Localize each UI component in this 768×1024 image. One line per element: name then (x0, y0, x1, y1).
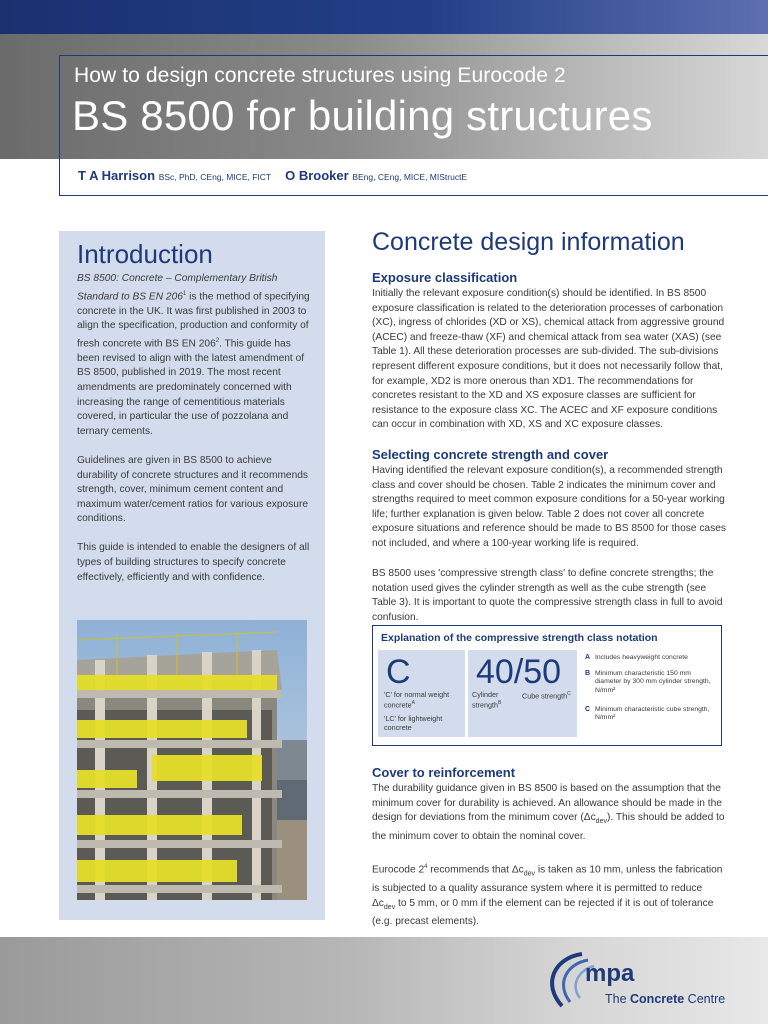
top-band (0, 0, 768, 34)
section-heading: Concrete design information (372, 228, 685, 256)
logo-tagline: The Concrete Centre (605, 992, 726, 1006)
author-1-name: T A Harrison (78, 168, 156, 183)
strength-text-1: Having identified the relevant exposure condition(s), a recommended strength class and cover should be chosen. Table 2 indicates the minimum cover and strengths required to meet common exposure conditions for a 50-year working life; further explanation is given below. Table 2 does not cover all concrete exposure situations and reference should be made to BS 8500 for those cases not included, and where a 100-year working life is required. (372, 465, 726, 549)
legend-item-c: C Minimum characteristic cube strength, N/mm² (585, 706, 710, 722)
cover-text-2: Eurocode $2^4$ recommends that $\Delta c_{dev}$ is taken as 10 mm, unless the fabrication is subjected to a quality assurance system where it is permitted to reduce $\Delta c_{dev}$ to 5 mm, or 0 mm if the element can be rejected if it is out of tolerance (e.g. precast elements). (372, 864, 723, 928)
author-1-credentials: BSc, PhD, CEng, MICE, FICT (158, 172, 272, 182)
logo-text: mpa (585, 960, 635, 987)
author-2-name: O Brooker (285, 168, 349, 183)
class-letter-note-1: 'C' for normal weight concrete$^A$ (384, 690, 450, 710)
class-value: 40/50 (476, 653, 562, 691)
class-letter-note-2: 'LC' for lightweight concrete (384, 714, 443, 732)
series-title: How to design concrete structures using Eurocode 2 (74, 64, 566, 87)
building-photo (77, 620, 307, 900)
authors (78, 168, 467, 183)
exposure-text: Initially the relevant exposure condition(s) should be identified. In BS 8500 exposure classification is related to the deterioration processes of carbonation (XC), ingress of chlorides (XD or XS), chemical attack from aggressive ground (ACEC) and freeze-thaw (XF) and chemical attack from sea water (XAS) (see Table 1). All these deterioration processes are sub-divided. The sub-divisions represent different exposure conditions, but it does not necessarily follow that, for example, XD2 is more onerous than XD1. The recommendations for concretes resistant to the XD and XS exposure classes are sufficient for resistance to the exposure class XC. The ACEC and XF exposure conditions can occur in combination with XD, XS and XC exposure classes. (372, 288, 725, 431)
page-title: BS 8500 for building structures (72, 92, 653, 139)
legend-item-a: A Includes heavyweight concrete (585, 654, 688, 661)
cover-heading: Cover to reinforcement (372, 765, 516, 780)
introduction-text (77, 272, 315, 600)
legend-item-b: B Minimum characteristic 150 mm diameter by 300 mm cylinder strength, N/mm² (585, 670, 711, 694)
intro-paragraph-3: This guide is intended to enable the designers of all types of building structures to specify concrete effectively, efficiently and with confidence. (77, 542, 310, 583)
notation-box (372, 625, 722, 746)
strength-heading: Selecting concrete strength and cover (372, 447, 609, 462)
cube-strength-label: Cube strength$^C$ (522, 691, 571, 701)
intro-paragraph-1: BS 8500: Concrete – Complementary British Standard to BS EN $206^1$ is the method of specifying concrete in the UK. It was first published in 2003 to align the specification, production and conformity of fresh concrete with BS EN $206^2$. This guide has been revised to align with the latest amendment of BS 8500, published in 2019. The most recent amendments are predominately concerned with increasing the range of cementitious materials covered, in particular the use of pozzolana and ternary cements. (77, 273, 310, 437)
class-value-cell (468, 650, 577, 737)
author-2-credentials: BEng, CEng, MICE, MIStructE (352, 172, 468, 182)
intro-paragraph-2: Guidelines are given in BS 8500 to achieve durability of concrete structures and it recommends strength, cover, minimum cement content and maximum water/cement ratios for various exposure conditions. (77, 454, 309, 525)
strength-text-2: BS 8500 uses 'compressive strength class' to define concrete strengths; the notation used gives the cylinder strength as well as the cube strength (see Table 3). It is important to quote the compressive strength class in full to avoid confusion. (372, 568, 723, 623)
class-letter-cell (378, 650, 465, 737)
class-letter: C (386, 653, 411, 691)
exposure-heading: Exposure classification (372, 270, 518, 285)
cylinder-strength-label: Cylinder strength$^B$ (472, 690, 502, 710)
introduction-heading: Introduction (77, 239, 213, 269)
notation-box-title: Explanation of the compressive strength class notation (381, 632, 658, 644)
cover-text-1: The durability guidance given in BS 8500 is based on the assumption that the minimum cover for durability is achieved. An allowance should be made in the design for deviations from the minimum cover $(\Delta c_{dev})$. This should be added to the minimum cover to obtain the nominal cover. (372, 783, 725, 842)
